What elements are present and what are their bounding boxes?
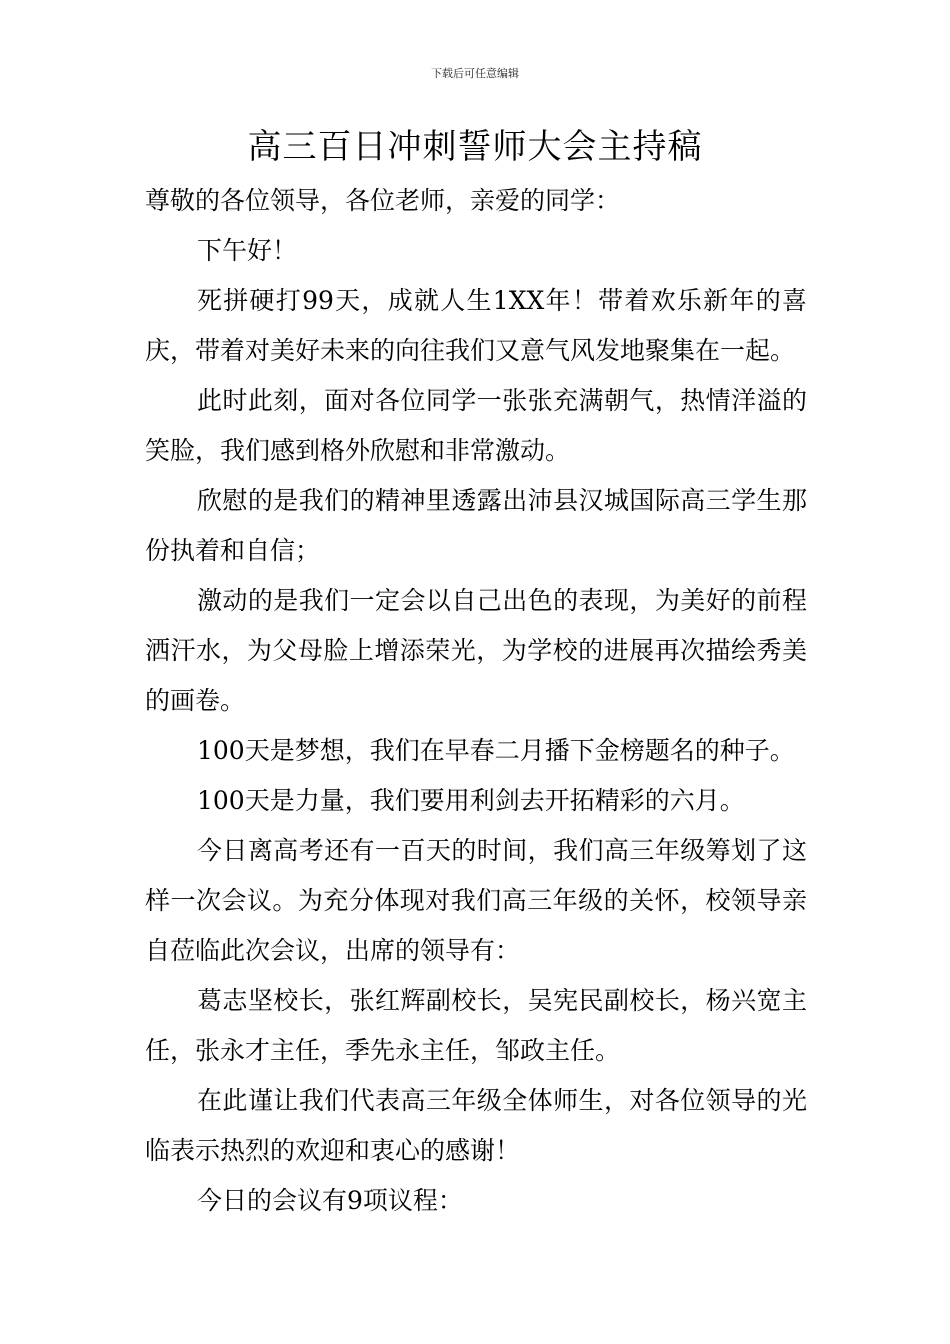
paragraph: 葛志坚校长，张红辉副校长，吴宪民副校长，杨兴宽主任，张永才主任，季先永主任，邹政主任。	[145, 986, 807, 1065]
paragraph: 今日的会议有9项议程：	[197, 1186, 463, 1215]
paragraph-greeting: 下午好！	[197, 236, 298, 265]
page-header-note: 下载后可任意编辑	[431, 67, 519, 80]
document-title: 高三百日冲刺誓师大会主持稿	[247, 127, 703, 167]
paragraph: 欣慰的是我们的精神里透露出沛县汉城国际高三学生那份执着和自信；	[145, 486, 807, 565]
document-body	[145, 176, 807, 1226]
paragraph-salutation: 尊敬的各位领导，各位老师，亲爱的同学：	[145, 186, 621, 215]
paragraph: 此时此刻，面对各位同学一张张充满朝气，热情洋溢的笑脸，我们感到格外欣慰和非常激动。	[145, 386, 807, 465]
paragraph: 今日离高考还有一百天的时间，我们高三年级筹划了这样一次会议。为充分体现对我们高三年级的关怀，校领导亲自莅临此次会议，出席的领导有：	[145, 836, 807, 965]
paragraph: 100天是力量，我们要用利剑去开拓精彩的六月。	[197, 786, 745, 815]
paragraph: 激动的是我们一定会以自己出色的表现，为美好的前程洒汗水，为父母脸上增添荣光，为学校的进展再次描绘秀美的画卷。	[145, 586, 807, 715]
paragraph: 在此谨让我们代表高三年级全体师生，对各位领导的光临表示热烈的欢迎和衷心的感谢！	[145, 1086, 807, 1165]
paragraph: 100天是梦想，我们在早春二月播下金榜题名的种子。	[197, 736, 795, 765]
paragraph: 死拼硬打99天，成就人生1XX年！带着欢乐新年的喜庆，带着对美好未来的向往我们又意气风发地聚集在一起。	[145, 286, 807, 365]
